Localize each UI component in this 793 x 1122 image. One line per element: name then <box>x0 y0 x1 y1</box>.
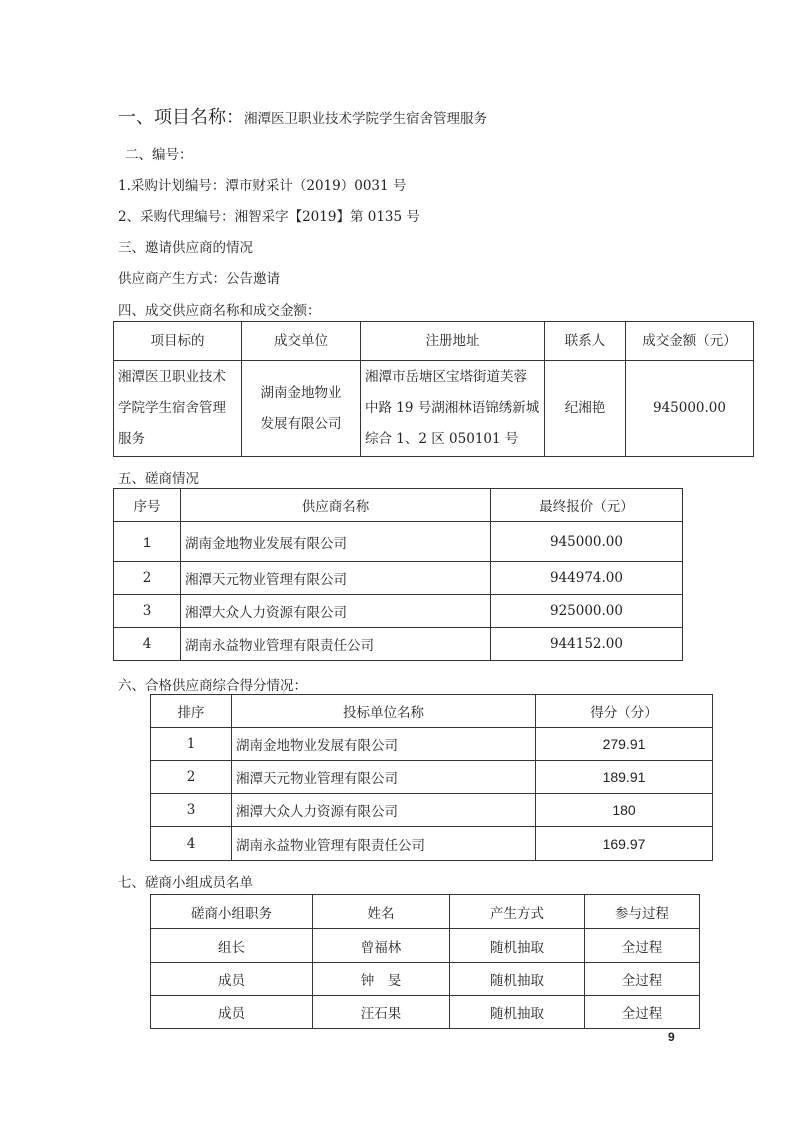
supplier-cell: 湘潭大众人力资源有限公司 <box>181 595 491 628</box>
price-cell: 944152.00 <box>491 628 683 661</box>
header-cell: 供应商名称 <box>181 489 491 522</box>
bidder-cell: 湘潭大众人力资源有限公司 <box>232 794 536 827</box>
header-cell: 成交单位 <box>242 322 361 361</box>
bidder-cell: 湖南永益物业管理有限责任公司 <box>232 827 536 861</box>
table-row <box>151 794 713 827</box>
address-cell: 湘潭市岳塘区宝塔街道芙蓉中路 19 号湖湘林语锦绣新城综合 1、2 区 050101 号 <box>361 361 545 457</box>
section-1-heading <box>118 103 487 129</box>
score-cell: 180 <box>536 794 713 827</box>
header-cell: 得分（分） <box>536 695 713 728</box>
supplier-cell: 湖南金地物业发展有限公司 <box>181 522 491 562</box>
table-row <box>151 827 713 861</box>
index-cell: 3 <box>114 595 181 628</box>
price-cell: 925000.00 <box>491 595 683 628</box>
project-name: 湘潭医卫职业技术学院学生宿舍管理服务 <box>244 111 487 127</box>
process-cell: 全过程 <box>585 963 700 996</box>
role-cell: 组长 <box>151 929 313 963</box>
header-cell: 联系人 <box>545 322 626 361</box>
panel-table <box>150 894 700 1029</box>
rank-cell: 3 <box>151 794 232 827</box>
price-cell: 944974.00 <box>491 562 683 595</box>
header-cell: 产生方式 <box>450 895 585 929</box>
section-7-heading: 七、磋商小组成员名单 <box>118 875 253 891</box>
header-cell: 参与过程 <box>585 895 700 929</box>
agency-number: 2、采购代理编号：湘智采字【2019】第 0135 号 <box>118 209 420 225</box>
table-row <box>151 728 713 761</box>
header-cell: 投标单位名称 <box>232 695 536 728</box>
role-cell: 成员 <box>151 963 313 996</box>
rank-cell: 2 <box>151 761 232 794</box>
index-cell: 4 <box>114 628 181 661</box>
price-cell: 945000.00 <box>491 522 683 562</box>
table-row <box>114 361 754 457</box>
name-cell: 钟 旻 <box>313 963 450 996</box>
table-row <box>114 562 683 595</box>
header-cell: 项目标的 <box>114 322 242 361</box>
rank-cell: 4 <box>151 827 232 861</box>
table-header-row <box>114 322 754 361</box>
score-table <box>150 694 713 861</box>
rank-cell: 1 <box>151 728 232 761</box>
page-number: 9 <box>668 1030 675 1044</box>
method-cell: 随机抽取 <box>450 996 585 1029</box>
process-cell: 全过程 <box>585 929 700 963</box>
table-row <box>151 929 700 963</box>
role-cell: 成员 <box>151 996 313 1029</box>
award-table <box>113 321 754 457</box>
bidder-cell: 湘潭天元物业管理有限公司 <box>232 761 536 794</box>
index-cell: 1 <box>114 522 181 562</box>
amount-cell: 945000.00 <box>626 361 754 457</box>
contact-cell: 纪湘艳 <box>545 361 626 457</box>
section-1-label: 一、项目名称： <box>118 107 244 128</box>
section-3-heading: 三、邀请供应商的情况 <box>118 240 253 256</box>
header-cell: 姓名 <box>313 895 450 929</box>
header-cell: 注册地址 <box>361 322 545 361</box>
table-row <box>114 595 683 628</box>
supplier-cell: 湘潭天元物业管理有限公司 <box>181 562 491 595</box>
section-2-heading: 二、编号： <box>125 147 193 163</box>
table-header-row <box>151 695 713 728</box>
header-cell: 最终报价（元） <box>491 489 683 522</box>
score-cell: 189.91 <box>536 761 713 794</box>
score-cell: 279.91 <box>536 728 713 761</box>
header-cell: 磋商小组职务 <box>151 895 313 929</box>
project-cell: 湘潭医卫职业技术学院学生宿舍管理服务 <box>114 361 242 457</box>
section-5-heading: 五、磋商情况 <box>118 471 199 487</box>
table-row <box>151 761 713 794</box>
section-6-heading: 六、合格供应商综合得分情况： <box>118 678 307 694</box>
method-cell: 随机抽取 <box>450 963 585 996</box>
table-header-row <box>114 489 683 522</box>
plan-number: 1.采购计划编号：潭市财采计（2019）0031 号 <box>118 178 407 194</box>
score-cell: 169.97 <box>536 827 713 861</box>
supplier-cell: 湖南永益物业管理有限责任公司 <box>181 628 491 661</box>
table-row <box>114 522 683 562</box>
index-cell: 2 <box>114 562 181 595</box>
supplier-method: 供应商产生方式：公告邀请 <box>118 271 280 287</box>
name-cell: 曾福林 <box>313 929 450 963</box>
header-cell: 成交金额（元） <box>626 322 754 361</box>
header-cell: 排序 <box>151 695 232 728</box>
header-cell: 序号 <box>114 489 181 522</box>
table-row <box>151 996 700 1029</box>
name-cell: 汪石果 <box>313 996 450 1029</box>
section-4-heading: 四、成交供应商名称和成交金额： <box>118 303 321 319</box>
process-cell: 全过程 <box>585 996 700 1029</box>
table-row <box>151 963 700 996</box>
table-header-row <box>151 895 700 929</box>
bidder-cell: 湖南金地物业发展有限公司 <box>232 728 536 761</box>
table-row <box>114 628 683 661</box>
winner-cell: 湖南金地物业发展有限公司 <box>242 361 361 457</box>
negotiation-table <box>113 488 683 661</box>
method-cell: 随机抽取 <box>450 929 585 963</box>
